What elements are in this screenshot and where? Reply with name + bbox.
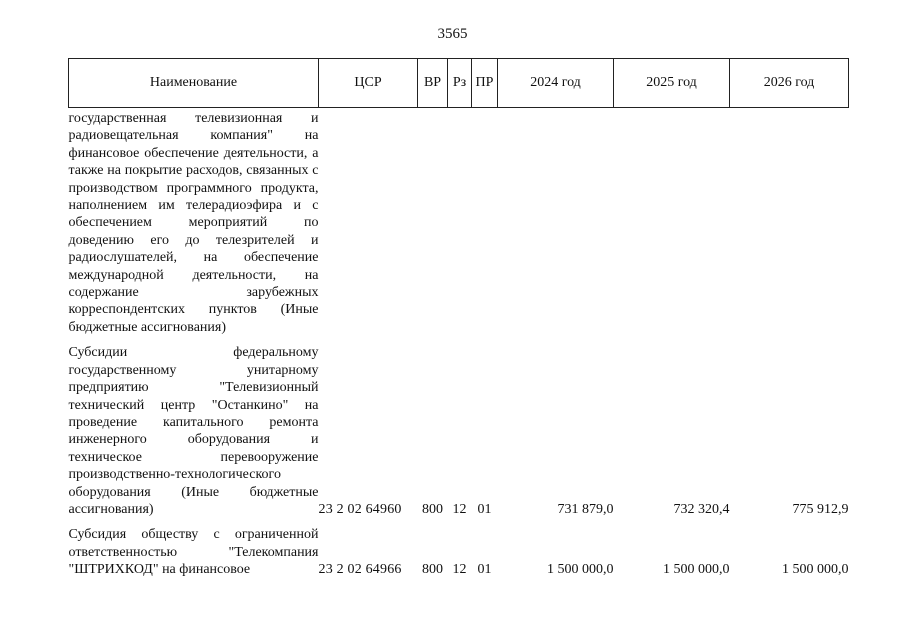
page-number: 3565 — [437, 26, 468, 42]
row-value-2024: 731 879,0 — [557, 501, 614, 517]
table-header-row — [69, 59, 849, 108]
column-header-rz: Рз — [448, 59, 472, 108]
row-pr: 01 — [477, 562, 492, 578]
row-value-2025: 1 500 000,0 — [663, 562, 730, 578]
row-name: Субсидии федеральному государственному унитарному предприятию "Телевизионный технический центр "Останкино" на проведение капитального ремонта инженерного оборудования и техническое перевооружение производственно-технологического оборудования (Иные бюджетные ассигнования) — [68, 345, 319, 517]
row-rz — [448, 108, 472, 337]
table-row — [69, 526, 849, 578]
column-header-2024: 2024 год — [498, 59, 614, 108]
row-pr: 01 — [477, 501, 492, 517]
row-value-2026 — [730, 108, 849, 337]
row-name: Субсидия обществу с ограниченной ответственностью "Телекомпания "ШТРИХКОД" на финансовое — [68, 527, 319, 578]
row-name: государственная телевизионная и радиовещательная компания" на финансовое обеспечение деятельности, а также на покрытие расходов, связанных с производством программного продукта, наполнением им телерадиоэфира и с обеспечением мероприятий по доведению его до телезрителей и радиослушателей, на обеспечение международной деятельности, на содержание зарубежных корреспондентских пунктов (Иные бюджетные ассигнования) — [68, 111, 319, 335]
column-header-vr: ВР — [418, 59, 448, 108]
row-value-2026: 1 500 000,0 — [782, 562, 849, 578]
row-value-2025: 732 320,4 — [673, 501, 730, 517]
row-value-2026: 775 912,9 — [792, 501, 849, 517]
budget-table — [68, 58, 849, 579]
row-vr — [418, 108, 448, 337]
row-csr: 23 2 02 64960 — [318, 501, 402, 517]
column-header-2025: 2025 год — [614, 59, 730, 108]
row-csr — [319, 108, 418, 337]
row-value-2025 — [614, 108, 730, 337]
row-vr: 800 — [422, 562, 443, 578]
column-header-csr: ЦСР — [319, 59, 418, 108]
row-rz: 12 — [452, 562, 467, 578]
table-row — [69, 344, 849, 518]
row-rz: 12 — [452, 501, 467, 517]
row-vr: 800 — [422, 501, 443, 517]
row-csr: 23 2 02 64966 — [318, 562, 402, 578]
column-header-pr: ПР — [472, 59, 498, 108]
table-row — [69, 108, 849, 337]
row-value-2024 — [498, 108, 614, 337]
column-header-name: Наименование — [69, 59, 319, 108]
row-pr — [472, 108, 498, 337]
column-header-2026: 2026 год — [730, 59, 849, 108]
row-value-2024: 1 500 000,0 — [547, 562, 614, 578]
